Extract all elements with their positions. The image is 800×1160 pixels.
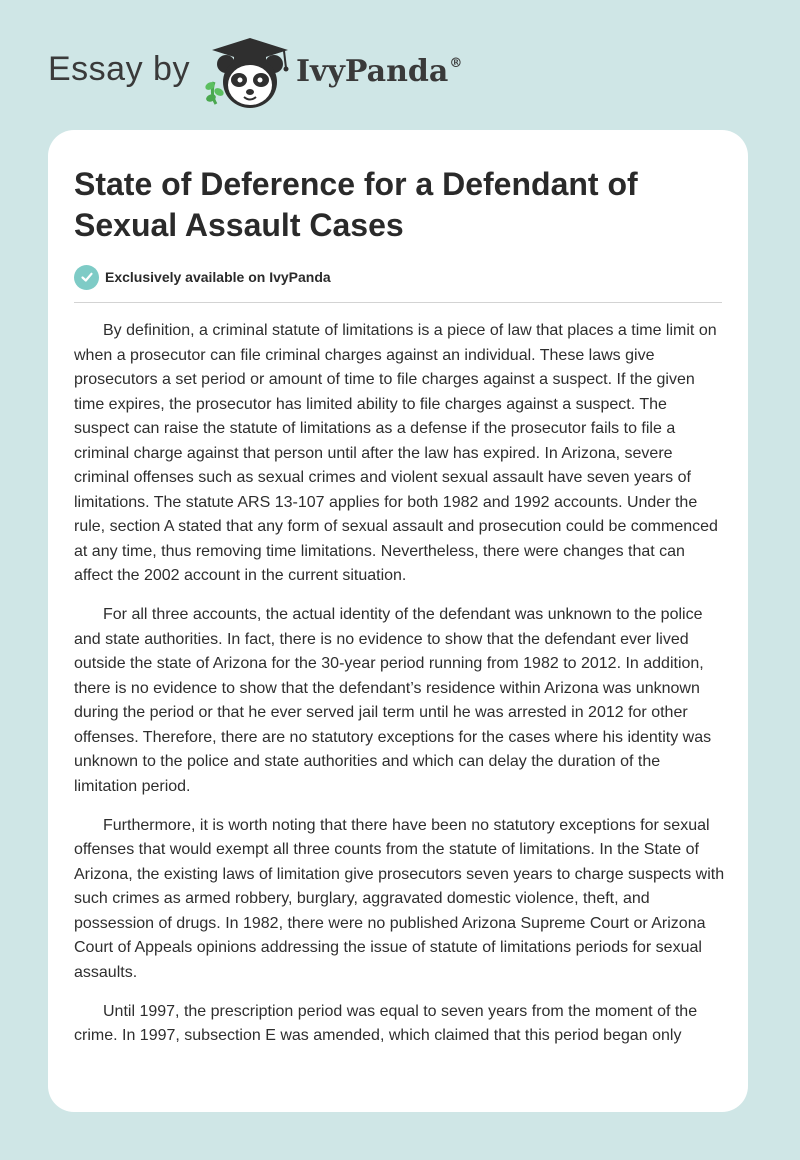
checkmark-icon [74,265,99,290]
brand-name[interactable]: IvyPanda® [296,54,463,89]
essay-body [74,319,726,1063]
paragraph: By definition, a criminal statute of limitations is a piece of law that places a time limit on when a prosecutor can file criminal charges against an individual. These laws give prosecutors a set period or amount of time to file charges against a suspect. If the given time expires, the prosecutor has limited ability to file charges against a suspect. The suspect can raise the statute of limitations as a defense if the prosecutor fails to file a criminal charge against that person until after the law has expired. In Arizona, severe criminal offenses such as sexual crimes and violent sexual assault have seven years of limitations. The statute ARS 13-107 applies for both 1982 and 1992 accounts. Under the rule, section A stated that any form of sexual assault and prosecution could be commenced at any time, thus removing time limitations. Nevertheless, there were changes that can affect the 2002 account in the current situation. [74,322,718,584]
page-title: State of Deference for a Defendant of Sexual Assault Cases [74,166,638,243]
paragraph: Furthermore, it is worth noting that there have been no statutory exceptions for sexual offenses that would exempt all three counts from the statute of limitations. In the State of Arizona, the existing laws of limitation give prosecutors seven years to charge suspects with such crimes as armed robbery, burglary, aggravated domestic violence, theft, and possession of drugs. In 1982, there were no published Arizona Supreme Court or Arizona Court of Appeals opinions addressing the issue of statute of limitations periods for sexual assaults. [74,816,725,981]
trademark-symbol: ® [449,56,463,71]
exclusive-badge-label: Exclusively available on IvyPanda [105,269,331,285]
site-header [0,0,800,120]
essay-card [48,130,748,1112]
paragraph: Until 1997, the prescription period was equal to seven years from the moment of the crime. In 1997, subsection E was amended, which claimed that this period began only [74,1002,698,1044]
divider [74,302,722,303]
paragraph: For all three accounts, the actual identity of the defendant was unknown to the police and state authorities. In fact, there is no evidence to show that the defendant ever lived outside the state of Arizona for the 30-year period running from 1982 to 2012. In addition, there is no evidence to show that the defendant’s residence within Arizona was unknown during the period or that he ever served jail term until he was arrested in 2012 for other offenses. Therefore, there are no statutory exceptions for the cases where his identity was unknown to the police and state authorities and which can delay the duration of the limitation period. [74,606,712,795]
panda-logo-icon[interactable] [200,34,296,110]
exclusive-badge [74,264,331,290]
essay-by-label: Essay by [48,50,190,88]
